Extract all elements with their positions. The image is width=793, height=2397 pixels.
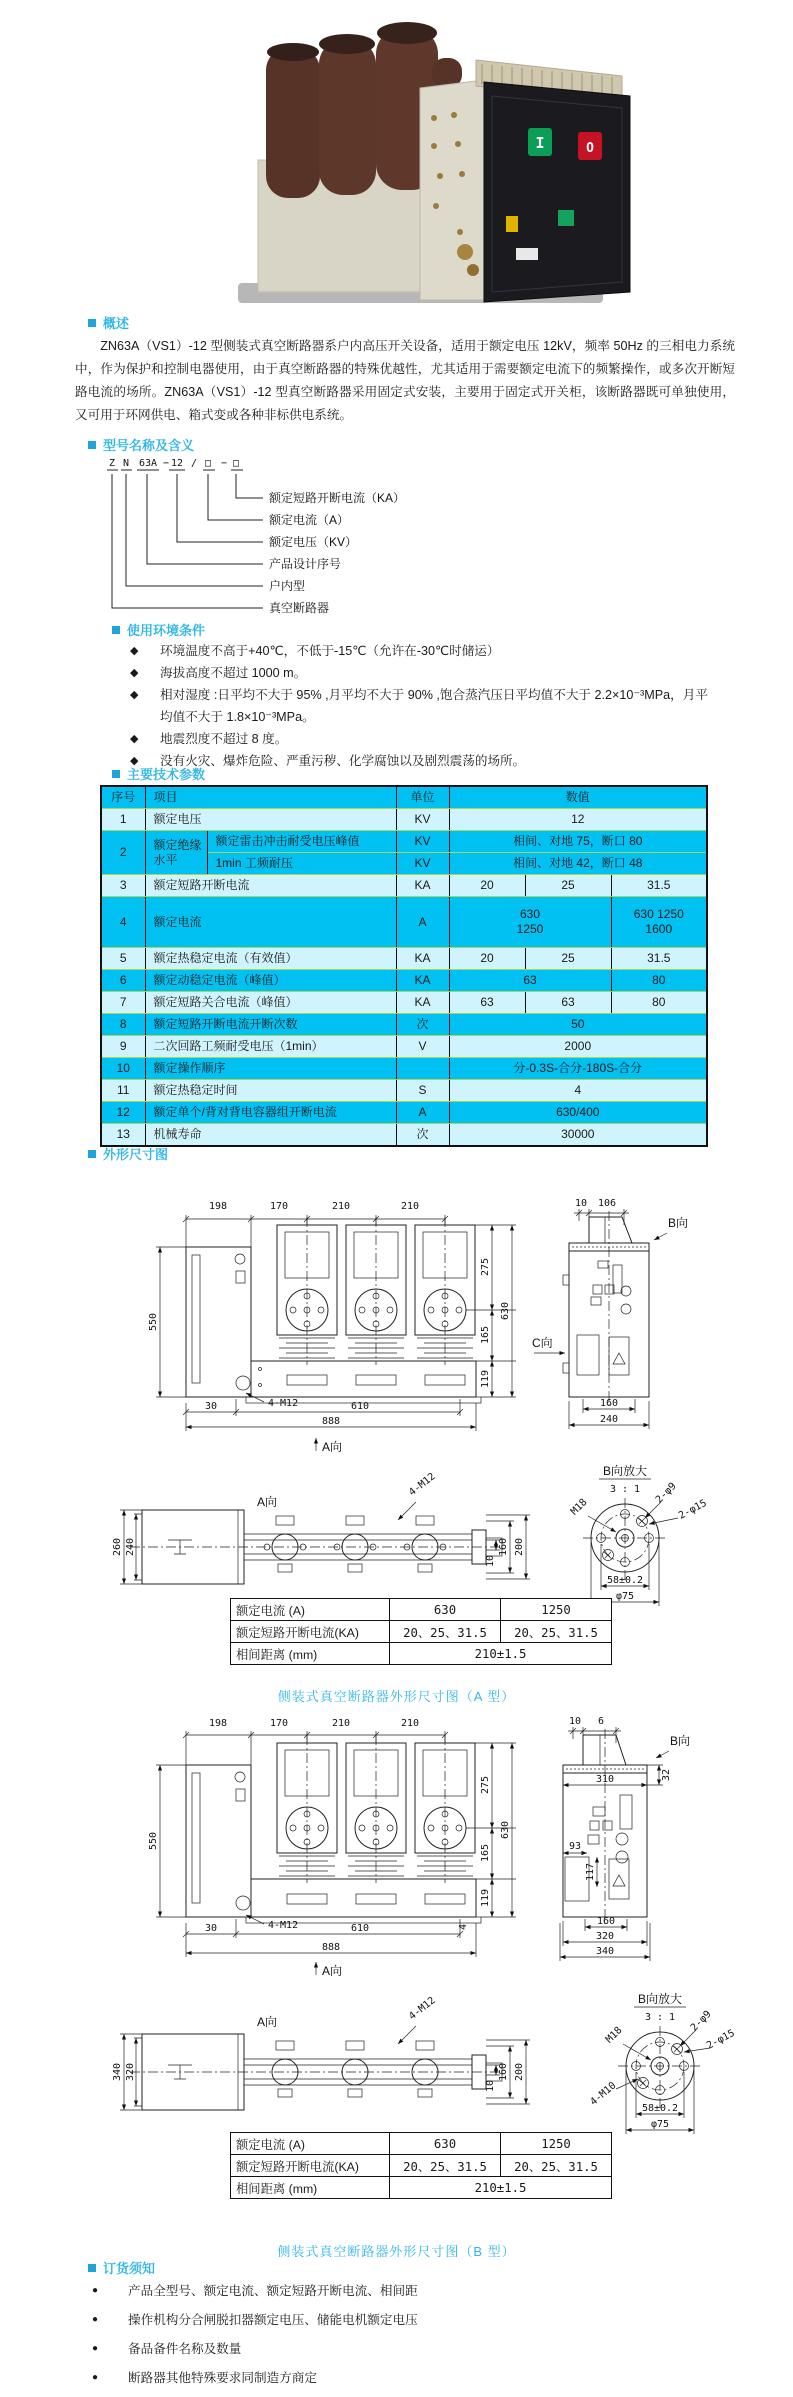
dot-bullet-icon: ● [92, 2314, 99, 2325]
counter-window [516, 248, 538, 260]
section-title: 主要技术参数 [127, 767, 206, 782]
svg-text:210: 210 [331, 1718, 351, 1729]
environment-list [130, 640, 730, 772]
table-row: 额定短路开断电流(KA) 20、25、31.5 20、25、31.5 [231, 2155, 612, 2177]
svg-text:3 : 1: 3 : 1 [644, 2012, 676, 2023]
rating-table-b [230, 2132, 612, 2199]
svg-text:119: 119 [480, 1888, 491, 1908]
section-title: 概述 [103, 316, 130, 331]
svg-text:4-M10: 4-M10 [588, 2080, 619, 2108]
section-bullet-icon [88, 2264, 96, 2272]
section-header-dimensions [88, 1144, 168, 1163]
table-row: 相间距离 (mm) 210±1.5 [231, 1643, 612, 1665]
section-bullet-icon [112, 770, 120, 778]
table-row: 1 额定电压 KV 12 [101, 809, 707, 831]
svg-text:320: 320 [595, 1931, 615, 1942]
model-code-part: 12 [171, 458, 184, 469]
svg-text:A向: A向 [322, 1964, 343, 1978]
b-detail-a [569, 1463, 709, 1606]
b-detail-b [588, 1991, 736, 2134]
environment-item: ◆ 环境温度不高于+40℃，不低于-15℃（允许在-30℃时储运） [130, 640, 730, 662]
shaft-cluster [264, 1516, 446, 1572]
svg-text:32: 32 [661, 1768, 672, 1782]
svg-text:888: 888 [321, 1942, 341, 1953]
table-row: 5 额定热稳定电流（有效值） KA 20 25 31.5 [101, 948, 707, 970]
svg-text:119: 119 [480, 1369, 491, 1389]
drawing-caption-a: 侧装式真空断路器外形尺寸图（A 型） [277, 1689, 516, 1704]
table-row: 额定电流 (A) 630 1250 [231, 2133, 612, 2155]
table-row: 9 二次回路工频耐受电压（1min） V 2000 [101, 1036, 707, 1058]
table-header-row: 序号 项目 单位 数值 [101, 786, 707, 809]
model-designation-diagram [95, 450, 695, 622]
dot-bullet-icon: ● [92, 2372, 99, 2383]
section-bullet-icon [88, 441, 96, 449]
model-code-part: □ [233, 458, 240, 469]
svg-text:165: 165 [480, 1325, 491, 1345]
svg-text:10: 10 [574, 1198, 588, 1209]
section-bullet-icon [88, 1150, 96, 1158]
table-row: 额定短路开断电流(KA) 20、25、31.5 20、25、31.5 [231, 1621, 612, 1643]
table-row: 1min 工频耐压 KV 相间、对地 42，断口 48 [101, 853, 707, 875]
svg-text:2-φ15: 2-φ15 [676, 1497, 709, 1522]
svg-text:3 : 1: 3 : 1 [609, 1484, 641, 1495]
svg-text:260: 260 [112, 1537, 123, 1557]
svg-text:610: 610 [350, 1401, 370, 1412]
svg-text:B向放大: B向放大 [602, 1464, 648, 1478]
diamond-bullet-icon: ◆ [130, 689, 139, 701]
table-row: 7 额定短路关合电流（峰值） KA 63 63 80 [101, 992, 707, 1014]
svg-text:275: 275 [480, 1257, 491, 1277]
svg-text:B向放大: B向放大 [637, 1992, 683, 2006]
svg-text:10: 10 [485, 1554, 496, 1568]
svg-text:198: 198 [208, 1201, 228, 1212]
svg-text:198: 198 [208, 1718, 228, 1729]
diamond-bullet-icon: ◆ [130, 667, 139, 679]
model-code-part: 63A [139, 458, 158, 469]
model-code-part: Z [109, 458, 116, 469]
table-row: 4 额定电流 A 630 1250 630 1250 1600 [101, 897, 707, 948]
svg-text:340: 340 [112, 2062, 123, 2082]
svg-text:93: 93 [568, 1841, 582, 1852]
svg-text:C向: C向 [532, 1336, 553, 1350]
model-label: 真空断路器 [269, 601, 330, 615]
shaft-cluster [272, 2041, 438, 2097]
svg-text:2-φ9: 2-φ9 [688, 2008, 714, 2034]
overview-paragraph: ZN63A（VS1）-12 型侧装式真空断路器系户内高压开关设备，适用于额定电压 12kV，频率 50Hz 的三相电力系统中，作为保护和控制电器使用，由于真空断路器的特殊优越性，尤其适用于需要额定电流下的频繁操作，或多次开断短路电流的场所。ZN63A（VS1）-12 型真空断路器采用固定式安装，主要用于固定式开关柜，该断路器既可单独使用，又可用于环网供电、箱式变或各种非标供电系统。 [75, 339, 735, 422]
diamond-bullet-icon: ◆ [130, 733, 139, 745]
svg-text:240: 240 [599, 1414, 619, 1425]
model-label: 产品设计序号 [269, 557, 342, 571]
svg-text:10: 10 [568, 1716, 582, 1727]
table-row: 6 额定动稳定电流（峰值） KA 63 80 [101, 970, 707, 992]
svg-text:4-M12: 4-M12 [407, 1995, 438, 2023]
svg-text:M18: M18 [603, 2024, 625, 2046]
model-code-part: − [163, 458, 170, 469]
table-row: 相间距离 (mm) 210±1.5 [231, 2177, 612, 2199]
model-code-part: □ [205, 458, 212, 469]
svg-text:210: 210 [400, 1718, 420, 1729]
svg-text:630: 630 [500, 1301, 511, 1321]
svg-text:210: 210 [400, 1201, 420, 1212]
svg-text:10: 10 [485, 2079, 496, 2093]
svg-text:A向: A向 [257, 1495, 278, 1509]
svg-text:30: 30 [204, 1923, 218, 1934]
svg-text:B向: B向 [670, 1734, 691, 1748]
svg-text:310: 310 [595, 1774, 615, 1785]
svg-text:550: 550 [148, 1312, 159, 1332]
table-row: 13 机械寿命 次 30000 [101, 1124, 707, 1147]
section-title: 型号名称及含义 [103, 438, 195, 453]
table-row: 10 额定操作顺序 分-0.3S-合分-180S-合分 [101, 1058, 707, 1080]
svg-text:630: 630 [500, 1820, 511, 1840]
environment-item: ◆ 海拔高度不超过 1000 m。 [130, 662, 730, 684]
svg-text:6: 6 [597, 1716, 605, 1727]
table-row: 2 额定绝缘水平 额定雷击冲击耐受电压峰值 KV 相间、对地 75，断口 80 [101, 831, 707, 853]
svg-text:φ75: φ75 [650, 2119, 670, 2130]
dot-bullet-icon: ● [92, 2285, 99, 2296]
model-code-part: / [191, 458, 198, 469]
svg-text:240: 240 [125, 1537, 136, 1557]
section-title: 外形尺寸图 [103, 1147, 169, 1162]
svg-text:340: 340 [595, 1946, 615, 1957]
ordering-item: ● 备品备件名称及数量 [92, 2339, 732, 2359]
ordering-item: ● 断路器其他特殊要求同制造方商定 [92, 2368, 732, 2388]
drawing-caption-b: 侧装式真空断路器外形尺寸图（B 型） [277, 2244, 516, 2259]
ordering-list [92, 2281, 732, 2397]
ordering-item: ● 操作机构分合闸脱扣器额定电压、储能电机额定电压 [92, 2310, 732, 2330]
svg-text:550: 550 [148, 1831, 159, 1851]
svg-text:165: 165 [480, 1843, 491, 1863]
model-code-part: − [221, 458, 228, 469]
svg-text:I: I [535, 134, 545, 152]
section-title: 订货须知 [103, 2261, 156, 2276]
section-header-parameters [112, 764, 205, 783]
section-header-overview [88, 313, 129, 332]
parameters-table [100, 785, 708, 1147]
svg-text:210: 210 [331, 1201, 351, 1212]
section-bullet-icon [112, 626, 120, 634]
svg-text:30: 30 [204, 1401, 218, 1412]
svg-text:B向: B向 [668, 1216, 689, 1230]
svg-text:4-M12: 4-M12 [268, 1920, 299, 1931]
diamond-bullet-icon: ◆ [130, 755, 139, 767]
svg-text:M18: M18 [568, 1496, 590, 1518]
green-indicator [558, 210, 574, 226]
svg-text:58±0.2: 58±0.2 [641, 2103, 679, 2114]
svg-text:888: 888 [321, 1416, 341, 1427]
section-title: 使用环境条件 [127, 623, 206, 638]
svg-text:117: 117 [585, 1862, 596, 1882]
svg-text:2-φ9: 2-φ9 [653, 1480, 679, 1506]
diamond-bullet-icon: ◆ [130, 645, 139, 657]
environment-item: ◆ 地震烈度不超过 8 度。 [130, 728, 730, 750]
environment-item: ◆ 相对湿度 :日平均不大于 95% ,月平均不大于 90% ,饱合蒸汽压日平均值不大于 2.2×10⁻³MPa，月平均值不大于 1.8×10⁻³MPa。 [130, 684, 730, 728]
side-plate [420, 80, 484, 300]
svg-text:A向: A向 [322, 1440, 343, 1454]
svg-text:200: 200 [514, 1537, 525, 1557]
section-bullet-icon [88, 319, 96, 327]
model-label: 额定电压（KV） [269, 535, 358, 549]
dot-bullet-icon: ● [92, 2343, 99, 2354]
svg-text:58±0.2: 58±0.2 [606, 1575, 644, 1586]
model-label: 户内型 [269, 579, 306, 593]
svg-text:4: 4 [458, 1923, 469, 1931]
svg-text:2-φ15: 2-φ15 [704, 2027, 737, 2052]
svg-text:106: 106 [597, 1198, 617, 1209]
svg-text:O: O [586, 141, 594, 156]
table-row: 12 额定单个/背对背电容器组开断电流 A 630/400 [101, 1102, 707, 1124]
table-row: 3 额定短路开断电流 KA 20 25 31.5 [101, 875, 707, 897]
product-photo [170, 0, 640, 310]
device-on-button [528, 128, 552, 156]
svg-text:4-M12: 4-M12 [407, 1471, 438, 1499]
front-panel [484, 82, 630, 302]
model-label: 额定短路开断电流（KA） [269, 491, 406, 505]
rating-table-a [230, 1598, 612, 1665]
svg-text:200: 200 [514, 2062, 525, 2082]
device-off-button [578, 132, 602, 160]
drawing-b-front-side [60, 1715, 740, 1979]
table-row: 额定电流 (A) 630 1250 [231, 1599, 612, 1621]
ordering-item: ● 产品全型号、额定电流、额定短路开断电流、相间距 [92, 2281, 732, 2301]
table-row: 8 额定短路开断电流开断次数 次 50 [101, 1014, 707, 1036]
section-header-ordering [88, 2258, 155, 2277]
svg-text:160: 160 [498, 1537, 509, 1557]
svg-text:610: 610 [350, 1923, 370, 1934]
svg-text:170: 170 [269, 1201, 289, 1212]
svg-text:160: 160 [596, 1916, 616, 1927]
yellow-indicator [506, 216, 518, 232]
drawing-a-front-side [60, 1195, 740, 1463]
svg-text:φ75: φ75 [615, 1591, 635, 1602]
model-label: 额定电流（A） [269, 513, 350, 527]
svg-text:160: 160 [498, 2062, 509, 2082]
section-header-environment [112, 620, 205, 639]
environment-item: ◆ 没有火灾、爆炸危险、严重污秽、化学腐蚀以及剧烈震荡的场所。 [130, 750, 730, 772]
model-code-part: N [123, 458, 130, 469]
svg-text:160: 160 [599, 1398, 619, 1409]
drawing-b-top-view [60, 1990, 740, 2150]
table-row: 11 额定热稳定时间 S 4 [101, 1080, 707, 1102]
svg-text:170: 170 [269, 1718, 289, 1729]
svg-text:4-M12: 4-M12 [268, 1398, 299, 1409]
svg-text:275: 275 [480, 1775, 491, 1795]
svg-text:320: 320 [125, 2062, 136, 2082]
svg-text:A向: A向 [257, 2015, 278, 2029]
